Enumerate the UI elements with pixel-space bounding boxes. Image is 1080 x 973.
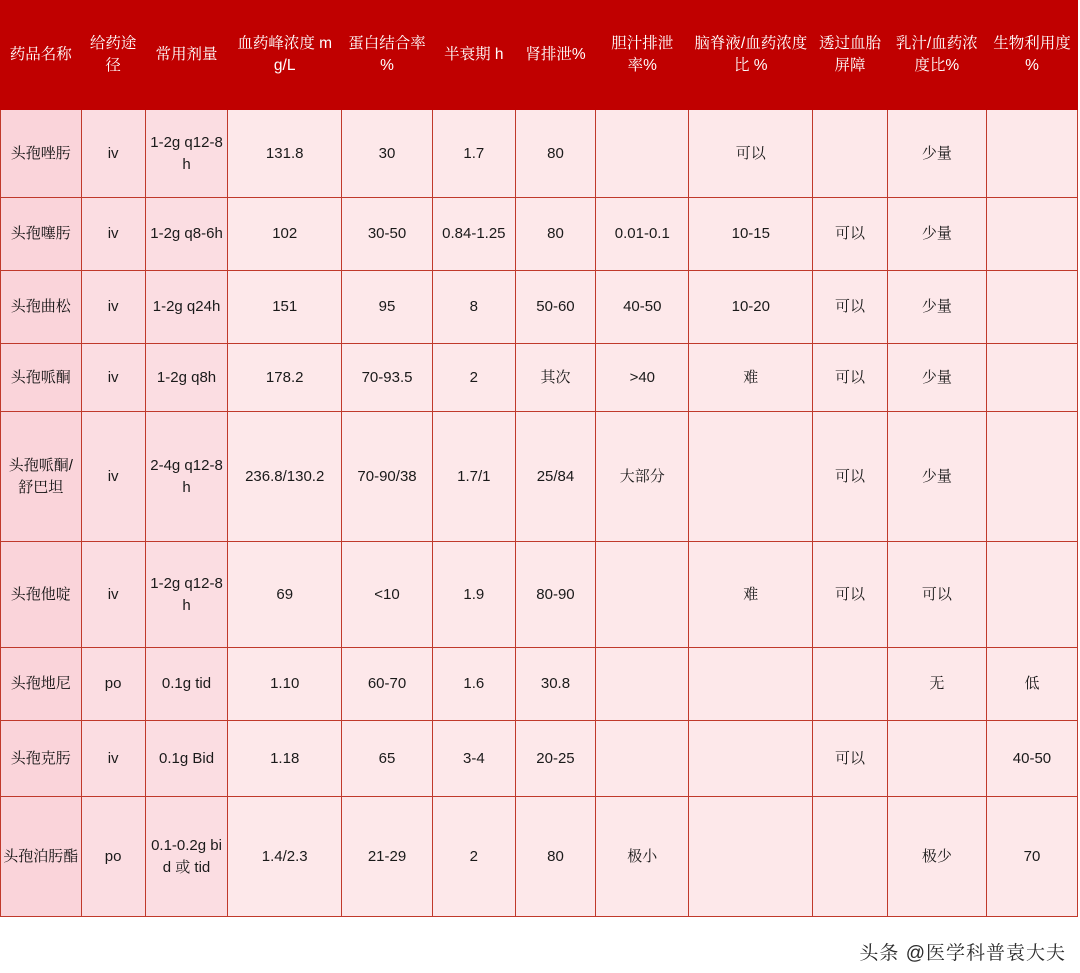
cell-halflife: 0.84-1.25 — [433, 198, 516, 271]
table-row — [1, 721, 1078, 797]
cell-renal: 20-25 — [515, 721, 596, 797]
cell-milk: 少量 — [887, 344, 986, 412]
cell-halflife: 8 — [433, 271, 516, 344]
cell-protein: 70-90/38 — [342, 412, 433, 542]
cell-renal: 25/84 — [515, 412, 596, 542]
cell-drug-name: 头孢泊肟酯 — [1, 797, 82, 917]
cell-halflife: 2 — [433, 344, 516, 412]
cell-halflife: 1.9 — [433, 542, 516, 648]
cell-peak: 131.8 — [228, 110, 342, 198]
cell-route: iv — [81, 110, 145, 198]
watermark-text: 头条 @医学科普袁大夫 — [859, 943, 1066, 964]
cell-route: iv — [81, 721, 145, 797]
cell-renal: 80 — [515, 110, 596, 198]
table-row — [1, 797, 1078, 917]
cell-peak: 69 — [228, 542, 342, 648]
cell-protein: 30 — [342, 110, 433, 198]
cell-bioavailability: 40-50 — [986, 721, 1077, 797]
cell-csf: 难 — [689, 542, 813, 648]
column-header-placental-barrier: 透过血胎屏障 — [813, 1, 887, 110]
cell-drug-name: 头孢曲松 — [1, 271, 82, 344]
cell-peak: 151 — [228, 271, 342, 344]
column-header-dose: 常用剂量 — [145, 1, 228, 110]
cell-placenta: 可以 — [813, 198, 887, 271]
cell-placenta: 可以 — [813, 721, 887, 797]
cell-bile: 大部分 — [596, 412, 689, 542]
cell-dose: 2-4g q12-8h — [145, 412, 228, 542]
cell-milk: 极少 — [887, 797, 986, 917]
cell-dose: 1-2g q8-6h — [145, 198, 228, 271]
column-header-renal-excretion: 肾排泄% — [515, 1, 596, 110]
cell-halflife: 1.7 — [433, 110, 516, 198]
cell-halflife: 1.6 — [433, 648, 516, 721]
cell-renal: 50-60 — [515, 271, 596, 344]
cell-drug-name: 头孢噻肟 — [1, 198, 82, 271]
cell-placenta — [813, 648, 887, 721]
cell-protein: 30-50 — [342, 198, 433, 271]
cell-route: iv — [81, 542, 145, 648]
cell-peak: 1.4/2.3 — [228, 797, 342, 917]
cell-milk: 少量 — [887, 412, 986, 542]
cell-csf: 10-20 — [689, 271, 813, 344]
cell-route: po — [81, 648, 145, 721]
cell-halflife: 2 — [433, 797, 516, 917]
cell-bile — [596, 110, 689, 198]
cell-route: iv — [81, 344, 145, 412]
cell-csf — [689, 797, 813, 917]
table-body — [1, 110, 1078, 917]
cell-csf: 难 — [689, 344, 813, 412]
cell-dose: 1-2g q8h — [145, 344, 228, 412]
table-row — [1, 648, 1078, 721]
cell-bile — [596, 721, 689, 797]
cell-placenta: 可以 — [813, 344, 887, 412]
cell-dose: 0.1g Bid — [145, 721, 228, 797]
cell-route: iv — [81, 198, 145, 271]
cell-bile: >40 — [596, 344, 689, 412]
cell-protein: 60-70 — [342, 648, 433, 721]
cell-dose: 0.1-0.2g bid 或 tid — [145, 797, 228, 917]
cell-bioavailability — [986, 271, 1077, 344]
column-header-route: 给药途径 — [81, 1, 145, 110]
cell-dose: 1-2g q12-8h — [145, 542, 228, 648]
column-header-drug-name: 药品名称 — [1, 1, 82, 110]
cell-protein: 65 — [342, 721, 433, 797]
cell-bioavailability — [986, 198, 1077, 271]
cell-renal: 其次 — [515, 344, 596, 412]
cell-csf: 可以 — [689, 110, 813, 198]
cell-renal: 80-90 — [515, 542, 596, 648]
cell-dose: 1-2g q24h — [145, 271, 228, 344]
cell-drug-name: 头孢地尼 — [1, 648, 82, 721]
cell-route: po — [81, 797, 145, 917]
cell-protein: 70-93.5 — [342, 344, 433, 412]
table-row — [1, 198, 1078, 271]
cell-renal: 80 — [515, 797, 596, 917]
cell-peak: 102 — [228, 198, 342, 271]
cell-drug-name: 头孢克肟 — [1, 721, 82, 797]
column-header-half-life: 半衰期 h — [433, 1, 516, 110]
cell-peak: 1.10 — [228, 648, 342, 721]
cell-bile — [596, 648, 689, 721]
cell-bioavailability — [986, 344, 1077, 412]
cell-route: iv — [81, 271, 145, 344]
cell-csf — [689, 412, 813, 542]
column-header-protein-binding: 蛋白结合率 % — [342, 1, 433, 110]
cell-placenta: 可以 — [813, 412, 887, 542]
cell-csf: 10-15 — [689, 198, 813, 271]
cell-csf — [689, 721, 813, 797]
cell-bioavailability — [986, 542, 1077, 648]
cell-bile — [596, 542, 689, 648]
cell-halflife: 1.7/1 — [433, 412, 516, 542]
cell-protein: 21-29 — [342, 797, 433, 917]
table-row — [1, 412, 1078, 542]
cell-dose: 0.1g tid — [145, 648, 228, 721]
cell-bioavailability — [986, 412, 1077, 542]
cell-milk: 无 — [887, 648, 986, 721]
cell-bile: 极小 — [596, 797, 689, 917]
table-header-row — [1, 1, 1078, 110]
cell-drug-name: 头孢唑肟 — [1, 110, 82, 198]
cell-bioavailability: 70 — [986, 797, 1077, 917]
table-row — [1, 271, 1078, 344]
cell-peak: 236.8/130.2 — [228, 412, 342, 542]
cell-placenta — [813, 797, 887, 917]
cell-peak: 178.2 — [228, 344, 342, 412]
cell-halflife: 3-4 — [433, 721, 516, 797]
table-row — [1, 542, 1078, 648]
column-header-peak-concentration: 血药峰浓度 mg/L — [228, 1, 342, 110]
cell-drug-name: 头孢哌酮/舒巴坦 — [1, 412, 82, 542]
cell-renal: 80 — [515, 198, 596, 271]
cell-bioavailability: 低 — [986, 648, 1077, 721]
column-header-milk-blood-ratio: 乳汁/血药浓度比% — [887, 1, 986, 110]
cell-drug-name: 头孢哌酮 — [1, 344, 82, 412]
cell-milk: 少量 — [887, 110, 986, 198]
cell-bile: 0.01-0.1 — [596, 198, 689, 271]
cell-bile: 40-50 — [596, 271, 689, 344]
cell-protein: <10 — [342, 542, 433, 648]
cell-peak: 1.18 — [228, 721, 342, 797]
cell-milk — [887, 721, 986, 797]
cell-placenta: 可以 — [813, 542, 887, 648]
table-row — [1, 344, 1078, 412]
column-header-csf-blood-ratio: 脑脊液/血药浓度比 % — [689, 1, 813, 110]
table-row — [1, 110, 1078, 198]
cell-bioavailability — [986, 110, 1077, 198]
cell-protein: 95 — [342, 271, 433, 344]
cell-milk: 可以 — [887, 542, 986, 648]
cell-placenta — [813, 110, 887, 198]
cell-route: iv — [81, 412, 145, 542]
cell-dose: 1-2g q12-8h — [145, 110, 228, 198]
cell-placenta: 可以 — [813, 271, 887, 344]
cell-drug-name: 头孢他啶 — [1, 542, 82, 648]
cell-csf — [689, 648, 813, 721]
column-header-bile-excretion: 胆汁排泄率% — [596, 1, 689, 110]
column-header-bioavailability: 生物利用度 % — [986, 1, 1077, 110]
cell-renal: 30.8 — [515, 648, 596, 721]
cell-milk: 少量 — [887, 271, 986, 344]
cell-milk: 少量 — [887, 198, 986, 271]
